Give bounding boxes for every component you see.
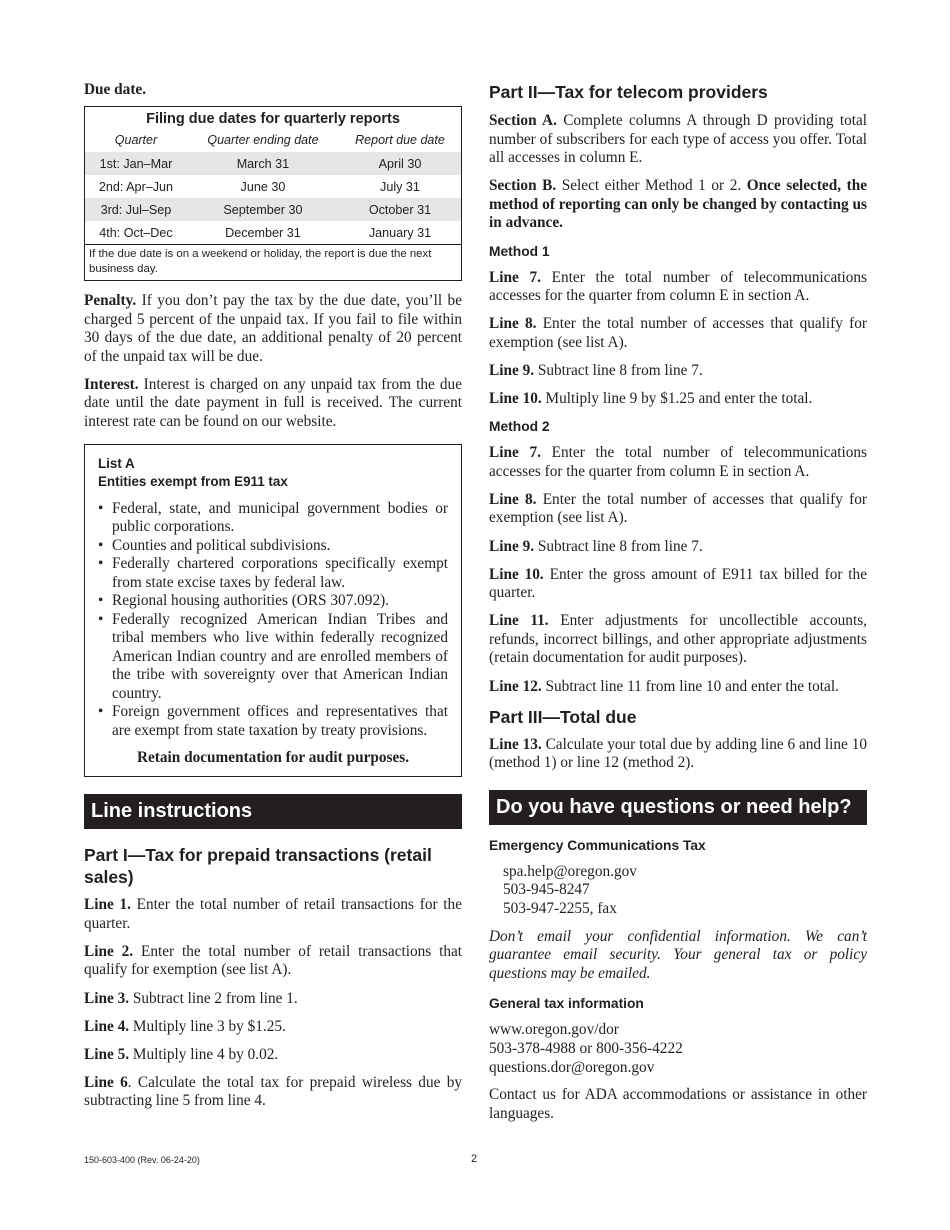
line-instructions-banner: Line instructions	[84, 794, 462, 829]
general-email[interactable]: questions.dor@oregon.gov	[489, 1058, 655, 1076]
m2-line-12: Line 12. Subtract line 11 from line 10 and enter the total.	[489, 677, 839, 695]
list-a-items	[98, 500, 448, 741]
table-cell: 4th: Oct–Dec	[99, 225, 173, 240]
emergency-phone: 503-945-8247	[503, 881, 590, 899]
line-13: Line 13. Calculate your total due by adding line 6 and line 10 (method 1) or line 12 (method 2).	[489, 735, 867, 772]
table-cell: 1st: Jan–Mar	[85, 152, 187, 175]
m2-line-7: Line 7. Enter the total number of telecommunications accesses for the quarter from column E in section A.	[489, 444, 867, 480]
table-cell: July 31	[380, 179, 420, 194]
line-2: Line 2. Enter the total number of retail transactions that qualify for exemption (see list A).	[84, 942, 463, 979]
section-b: Section B. Select either Method 1 or 2. Once selected, the method of reporting can only be changed by contacting us in advance.	[489, 177, 867, 232]
general-website[interactable]: www.oregon.gov/dor	[489, 1021, 619, 1039]
list-item: • Federally recognized American Indian Tribes and tribal members who live within federally recognized American Indian country and are enrolled members of the tribe with sovereignty over that American Indian country.	[98, 610, 448, 702]
m1-line-7: Line 7. Enter the total number of telecommunications accesses for the quarter from column E in section A.	[489, 268, 867, 305]
page-number: 2	[471, 1153, 478, 1165]
line-5: Line 5. Multiply line 4 by 0.02.	[84, 1045, 279, 1063]
general-contacts	[489, 1021, 867, 1077]
penalty-text: If you don’t pay the tax by the due date, you’ll be charged 5 percent of the unpaid tax. If you fail to file within 30 days of the due date, an additional penalty of 20 percent of the unpaid tax will be due.	[84, 292, 462, 365]
m2-line-9: Line 9. Subtract line 8 from line 7.	[489, 537, 703, 555]
line-6: Line 6. Calculate the total tax for prepaid wireless due by subtracting line 5 from line 4.	[84, 1073, 462, 1110]
emergency-email[interactable]: spa.help@oregon.gov	[503, 862, 637, 880]
part3-heading: Part III—Total due	[489, 706, 637, 727]
retain-note: Retain documentation for audit purposes.	[136, 749, 410, 767]
m1-line-10: Line 10. Multiply line 9 by $1.25 and enter the total.	[489, 390, 813, 408]
table-row	[85, 175, 462, 198]
list-item: • Counties and political subdivisions.	[98, 536, 331, 554]
method2-heading: Method 2	[489, 419, 550, 435]
form-number: 150-603-400 (Rev. 06-24-20)	[84, 1155, 200, 1165]
help-banner: Do you have questions or need help?	[489, 790, 867, 825]
list-item: • Foreign government offices and representatives that are exempt from state taxation by treaty provisions.	[98, 703, 448, 739]
table-row	[85, 152, 462, 175]
ada-note: Contact us for ADA accommodations or assistance in other languages.	[489, 1086, 867, 1122]
m2-line-8: Line 8. Enter the total number of accesses that qualify for exemption (see list A).	[489, 490, 867, 527]
line-4: Line 4. Multiply line 3 by $1.25.	[84, 1017, 286, 1035]
table-cell: June 30	[240, 179, 286, 194]
interest-text: Interest is charged on any unpaid tax from the due date until the date payment in full is received. The current interest rate can be found on our website.	[84, 375, 462, 431]
column-header: Quarter	[114, 133, 158, 147]
table-cell: September 30	[187, 198, 339, 221]
table-cell: October 31	[339, 198, 462, 221]
emergency-heading: Emergency Communications Tax	[489, 837, 706, 853]
column-header: Report due date	[355, 133, 445, 147]
list-item: • Regional housing authorities (ORS 307.092).	[98, 592, 390, 610]
table-row	[85, 221, 462, 245]
line-3: Line 3. Subtract line 2 from line 1.	[84, 989, 298, 1007]
interest-paragraph	[84, 376, 462, 432]
due-dates-table-title: Filing due dates for quarterly reports	[146, 111, 400, 127]
table-cell: December 31	[225, 225, 301, 240]
m2-line-11: Line 11. Enter adjustments for uncollectible accounts, refunds, incorrect billings, and other appropriate adjustments (retain documentation for audit purposes).	[489, 612, 867, 667]
list-a-box	[84, 444, 462, 778]
table-row	[85, 198, 462, 221]
list-item: • Federally chartered corporations specifically exempt from state excise taxes by federal law.	[98, 555, 448, 591]
section-a: Section A. Complete columns A through D providing total number of subscribers for each type of access you offer. Total all accesses in column E.	[489, 112, 868, 167]
emergency-note: Don’t email your confidential information. We can’t guarantee email security. Your general tax or policy questions may be emailed.	[489, 927, 867, 982]
m1-line-8: Line 8. Enter the total number of accesses that qualify for exemption (see list A).	[489, 315, 867, 351]
due-dates-note: If the due date is on a weekend or holiday, the report is due the next business day.	[85, 245, 462, 281]
method1-heading: Method 1	[489, 243, 550, 259]
penalty-label: Penalty.	[84, 292, 137, 309]
list-a-title: List A	[98, 455, 135, 471]
table-cell: 3rd: Jul–Sep	[85, 198, 187, 221]
table-cell: 2nd: Apr–Jun	[98, 179, 174, 194]
due-date-heading: Due date.	[84, 81, 147, 98]
interest-label: Interest.	[84, 375, 139, 393]
list-item: • Federal, state, and municipal government bodies or public corporations.	[98, 499, 448, 536]
due-dates-table	[84, 106, 462, 281]
emergency-fax: 503-947-2255, fax	[503, 900, 617, 918]
right-column	[489, 78, 867, 1123]
column-header: Quarter ending date	[207, 133, 319, 147]
left-column	[84, 78, 462, 1111]
line-1: Line 1. Enter the total number of retail transactions for the quarter.	[84, 896, 462, 932]
emergency-contacts	[489, 863, 867, 919]
table-cell: January 31	[368, 225, 432, 240]
m2-line-10: Line 10. Enter the gross amount of E911 tax billed for the quarter.	[489, 565, 867, 602]
general-heading: General tax information	[489, 996, 644, 1012]
m1-line-9: Line 9. Subtract line 8 from line 7.	[489, 361, 703, 379]
general-phones: 503-378-4988 or 800-356-4222	[489, 1040, 683, 1057]
part2-heading: Part II—Tax for telecom providers	[489, 82, 768, 102]
table-cell: April 30	[339, 152, 462, 175]
part1-heading: Part I—Tax for prepaid transactions (retail sales)	[84, 845, 432, 888]
penalty-paragraph	[84, 292, 462, 366]
list-a-subtitle: Entities exempt from E911 tax	[98, 473, 288, 489]
table-cell: March 31	[187, 152, 339, 175]
